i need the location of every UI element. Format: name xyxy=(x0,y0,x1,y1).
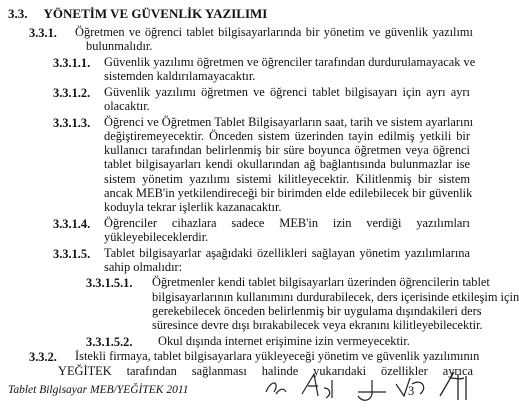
item-line: değiştiremeyecektir. Önceden sistem üzerinden tayin edilmiş yetkili bir xyxy=(104,128,470,143)
item-line: sistemden kaldırılamayacaktır. xyxy=(104,69,256,84)
item-number: 3.3.1.3. xyxy=(53,115,91,130)
item-line: sahip olmalıdır: xyxy=(104,259,183,274)
item-line: Tablet bilgisayarlar aşağıdaki özellikleri sağlayan yönetim yazılımlarına xyxy=(104,245,470,260)
item-number: 3.3.1.2. xyxy=(53,85,91,100)
section-title: YÖNETİM VE GÜVENLİK YAZILIMI xyxy=(43,6,268,21)
item-line: kullanıcı tarafından belirlenmiş bir süre boyunca öğretmen veya öğrenci xyxy=(104,143,470,158)
section-heading xyxy=(8,6,267,22)
item-line: Öğrenciler cihazlara sadece MEB'in izin verdiği yazılımları xyxy=(104,215,470,230)
item-number: 3.3.1.5.2. xyxy=(86,334,133,349)
page-number: 3 xyxy=(408,383,415,398)
item-line: Öğrenci ve Öğretmen Tablet Bilgisayarların saat, tarih ve sistem ayarlarını xyxy=(104,114,474,129)
item-number: 3.3.2. xyxy=(29,350,57,365)
item-number: 3.3.1. xyxy=(29,26,57,40)
item-line: Güvenlik yazılımı öğretmen ve öğrenci tablet bilgisayarı için ayrı ayrı xyxy=(104,84,470,99)
section-number: 3.3. xyxy=(8,6,28,21)
item-line: koduyla tekrar işlerlik kazanacaktır. xyxy=(104,199,282,214)
item-line: bilgisayarlarının kullanımını durdurabilecek, ders içerisinde etkileşim için xyxy=(152,289,519,304)
item-number: 3.3.1.4. xyxy=(53,216,91,231)
item-number: 3.3.1.5.1. xyxy=(86,276,133,291)
item-line: sistem yönetim yazılımı sistemi kilitleyecektir. Kilitlenmiş bir sistem xyxy=(104,171,470,186)
item-line: Okul dışında internet erişimine izin vermeyecektir. xyxy=(158,333,410,348)
item-line: YEĞİTEK tarafından sağlanması halinde yukarıdaki özellikler ayrıca xyxy=(58,363,473,378)
item-line: ancak MEB'in yetkilendireceği bir birimden elde edilebilecek bir güvenlik xyxy=(104,185,473,200)
item-line: süresince devre dışı bırakabilecek veya ekranını kilitleyebilecektir. xyxy=(152,318,483,332)
item-line: Öğretmenler kendi tablet bilgisayarları üzerinden öğrencilerin tablet xyxy=(152,275,490,290)
item-number: 3.3.1.5. xyxy=(53,246,91,261)
item-line: bulunmalıdır. xyxy=(86,39,153,54)
item-line: yükleyebileceklerdir. xyxy=(104,229,209,244)
item-line: Güvenlik yazılımı öğretmen ve öğrenciler tarafından durdurulamayacak ve xyxy=(104,54,476,69)
item-line: tablet bilgisayarları kendi okullarından ağ bağlantısında bulunmazlar ise xyxy=(104,157,470,172)
footer-text: Tablet Bilgisayar MEB/YEĞİTEK 2011 xyxy=(8,383,189,396)
item-line: gerekebilecek önceden belirlenmiş bir uygulama dışındakileri ders xyxy=(152,303,482,318)
item-line: Öğretmen ve öğrenci tablet bilgisayarlarında bir yönetim ve güvenlik yazılımı xyxy=(75,25,473,39)
item-number: 3.3.1.1. xyxy=(53,55,91,70)
item-line: İstekli firmaya, tablet bilgisayarlara yükleyeceği yönetim ve güvenlik yazılımının xyxy=(75,349,480,364)
item-line: olacaktır. xyxy=(104,99,150,113)
